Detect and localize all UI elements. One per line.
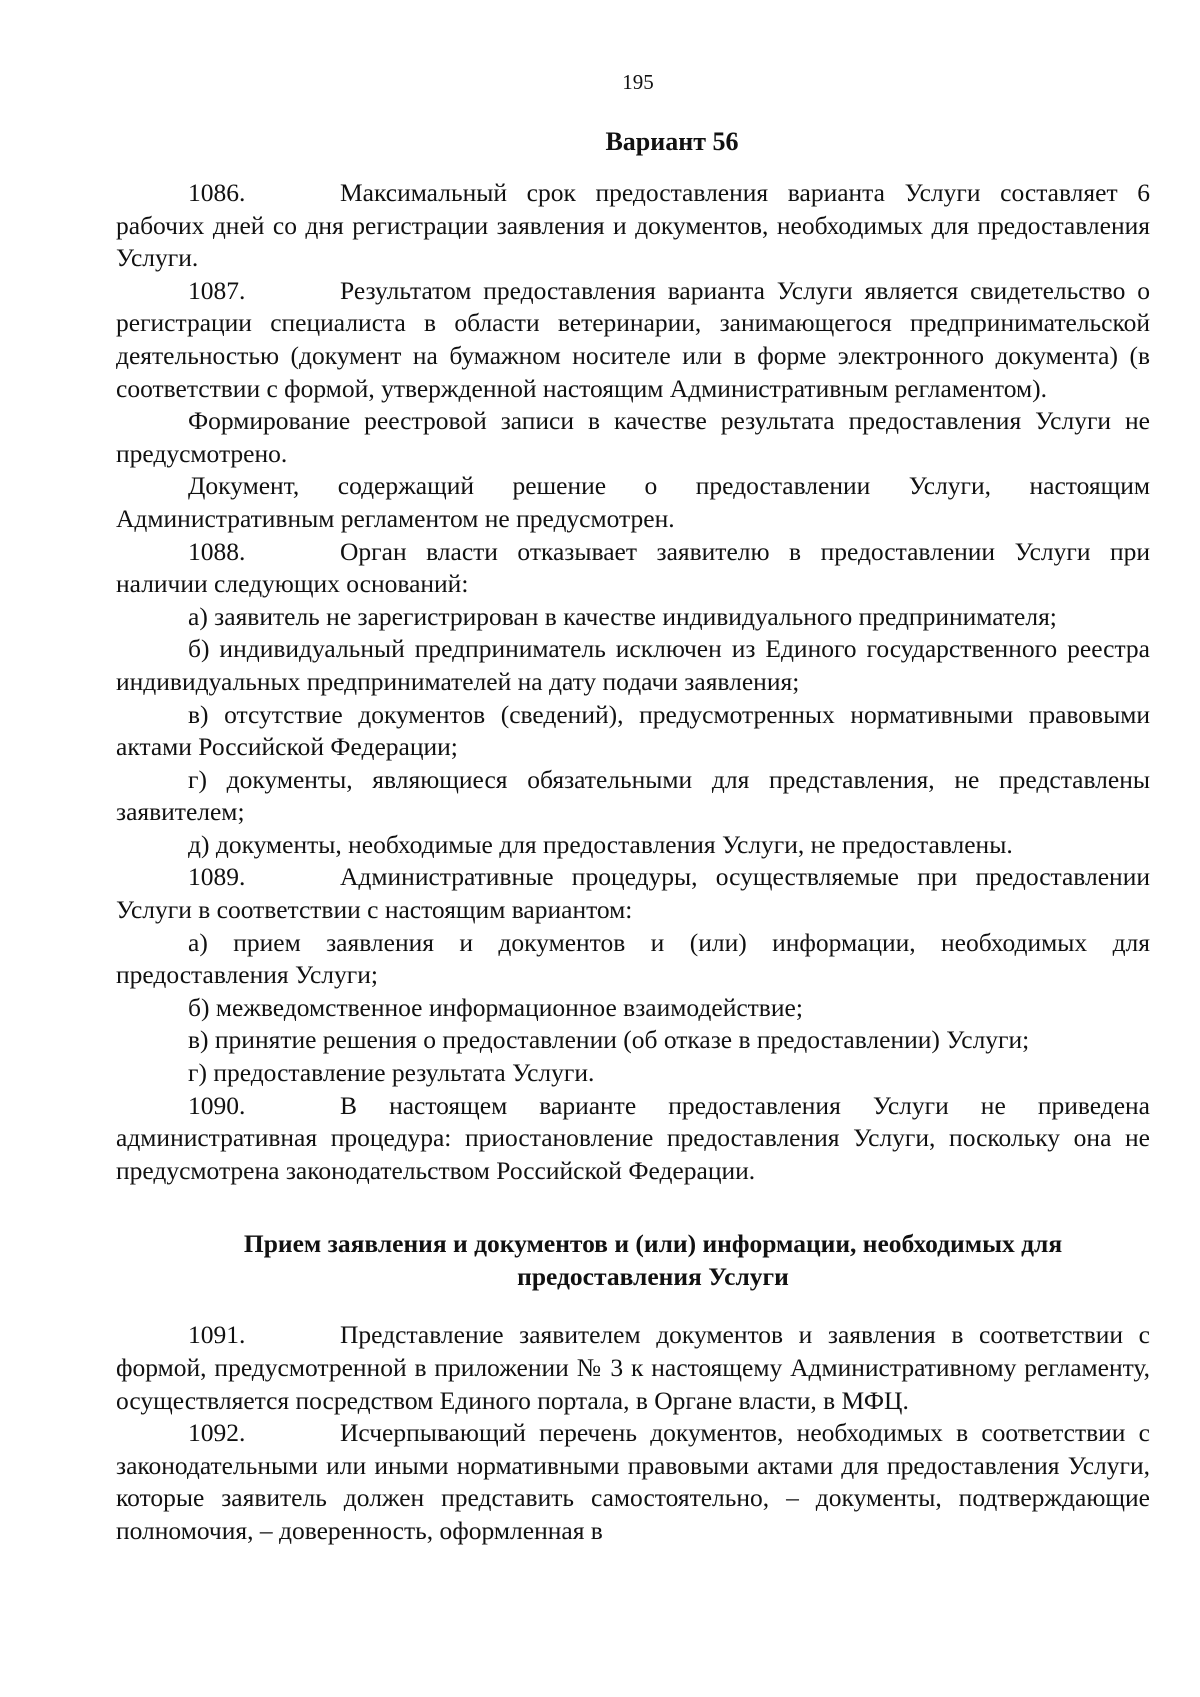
paragraph-text: б) межведомственное информационное взаимодействие; (188, 992, 803, 1022)
paragraph-block-1 (116, 177, 1150, 1187)
paragraph-text: Представление заявителем документов и заявления в соответствии с формой, предусмотренной в приложении № 3 к настоящему Административному регламенту, осуществляется посредством Единого портала, в Органе власти, в МФЦ. (116, 1320, 1150, 1415)
paragraph-text: Орган власти отказывает заявителю в предоставлении Услуги при наличии следующих оснований: (116, 536, 1150, 599)
paragraph (116, 405, 1150, 470)
paragraph (116, 1057, 1150, 1090)
paragraph-text: Исчерпывающий перечень документов, необходимых в соответствии с законодательными или иными нормативными правовыми актами для предоставления Услуги, которые заявитель должен представить самостоятельно, – документы, подтверждающие полномочия, – доверенность, оформленная в (116, 1418, 1150, 1545)
clause-number: 1088. (188, 536, 246, 566)
paragraph (116, 1090, 1150, 1188)
paragraph (116, 764, 1150, 829)
paragraph (116, 470, 1150, 535)
paragraph (116, 275, 1150, 405)
paragraph-text: г) предоставление результата Услуги. (188, 1058, 595, 1088)
paragraph (116, 829, 1150, 862)
page-number: 195 (622, 70, 654, 94)
paragraph (116, 536, 1150, 601)
section-heading: Прием заявления и документов и (или) информации, необходимых для предоставления Услуги (243, 1229, 1063, 1292)
document-body (116, 125, 1150, 1548)
clause-number: 1091. (188, 1320, 246, 1350)
paragraph (116, 633, 1150, 698)
paragraph (116, 1024, 1150, 1057)
clause-number: 1090. (188, 1090, 246, 1120)
paragraph-text: Результатом предоставления варианта Услуги является свидетельство о регистрации специалиста в области ветеринарии, занимающегося предпринимательской деятельностью (документ на бумажном носителе или в форме электронного документа) (в соответствии с формой, утвержденной настоящим Административным регламентом). (116, 275, 1150, 403)
paragraph-text: д) документы, необходимые для предоставления Услуги, не предоставлены. (188, 829, 1013, 859)
paragraph (116, 1319, 1150, 1417)
paragraph (116, 699, 1150, 764)
paragraph (116, 601, 1150, 634)
clause-number: 1086. (188, 178, 246, 207)
paragraph-text: Максимальный срок предоставления варианта Услуги составляет 6 рабочих дней со дня регистрации заявления и документов, необходимых для предоставления Услуги. (116, 178, 1150, 273)
clause-number: 1087. (188, 275, 246, 305)
paragraph-text: в) отсутствие документов (сведений), предусмотренных нормативными правовыми актами Российской Федерации; (116, 699, 1150, 762)
variant-title: Вариант 56 (605, 127, 739, 156)
paragraph-text: В настоящем варианте предоставления Услуги не приведена административная процедура: приостановление предоставления Услуги, поскольку она не предусмотрена законодательством Российской Федерации. (116, 1090, 1150, 1185)
paragraph-text: а) прием заявления и документов и (или) информации, необходимых для предоставления Услуги; (116, 927, 1150, 990)
paragraph-text: Формирование реестровой записи в качестве результата предоставления Услуги не предусмотрено. (116, 406, 1150, 468)
paragraph-text: в) принятие решения о предоставлении (об отказе в предоставлении) Услуги; (188, 1025, 1030, 1055)
paragraph-text: б) индивидуальный предприниматель исключен из Единого государственного реестра индивидуальных предпринимателей на дату подачи заявления; (116, 634, 1150, 696)
clause-number: 1089. (188, 862, 246, 892)
paragraph (116, 177, 1150, 275)
paragraph (116, 1417, 1150, 1547)
paragraph-text: г) документы, являющиеся обязательными для представления, не представлены заявителем; (116, 764, 1150, 827)
paragraph-block-2 (116, 1319, 1150, 1547)
paragraph-text: а) заявитель не зарегистрирован в качестве индивидуального предпринимателя; (188, 601, 1057, 631)
paragraph (116, 861, 1150, 926)
paragraph-text: Документ, содержащий решение о предоставлении Услуги, настоящим Административным регламентом не предусмотрен. (116, 471, 1150, 533)
clause-number: 1092. (188, 1418, 246, 1448)
paragraph-text: Административные процедуры, осуществляемые при предоставлении Услуги в соответствии с настоящим вариантом: (116, 862, 1150, 925)
paragraph (116, 992, 1150, 1025)
paragraph (116, 927, 1150, 992)
